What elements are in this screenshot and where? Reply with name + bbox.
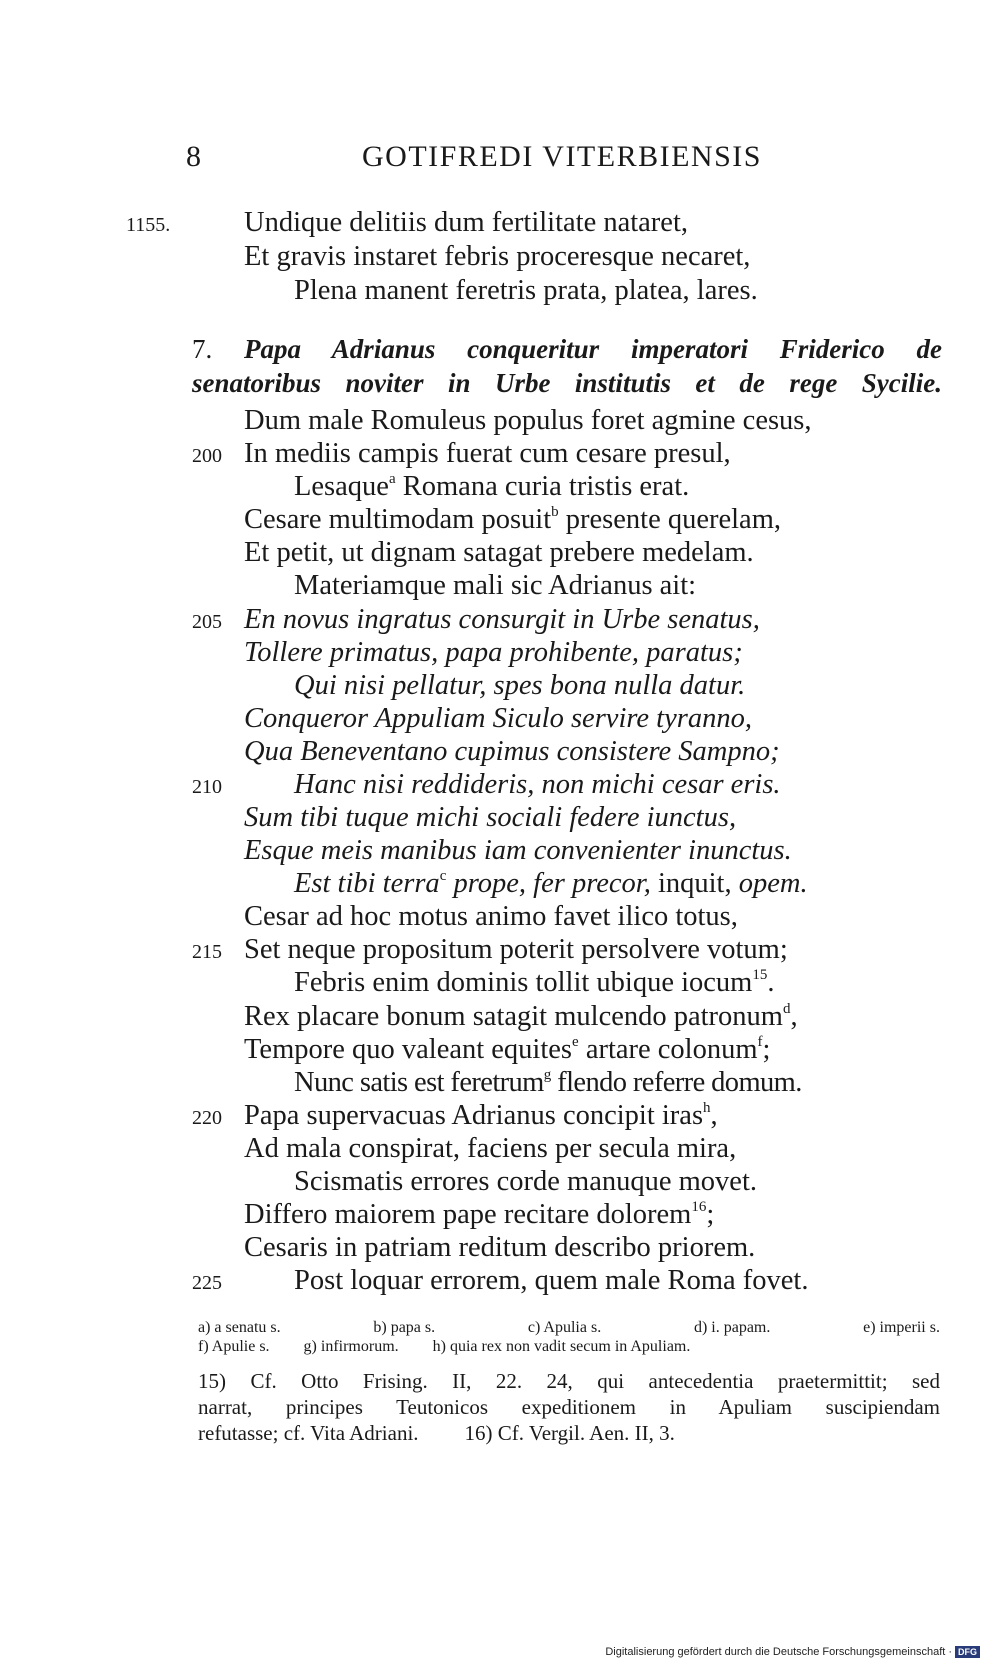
verse-text: Tempore quo valeant equites$^e$ artare colonum$^f$; (244, 1034, 771, 1065)
verse-line (0, 966, 1000, 1000)
verse-line (0, 503, 1000, 537)
verse-line (0, 470, 1000, 504)
verse-text: Differo maiorem pape recitare dolorem$^{16}$; (244, 1199, 715, 1230)
verse-line (0, 1033, 1000, 1067)
digitization-text: Digitalisierung gefördert durch die Deutsche Forschungsgemeinschaft (605, 1646, 946, 1658)
verse-text: Cesaris in patriam reditum describo priorem. (244, 1232, 756, 1263)
verse-text: Materiamque mali sic Adrianus ait: (294, 570, 697, 601)
verse-line (0, 437, 1000, 471)
verse-line (0, 569, 1000, 603)
verse-text: Papa supervacuas Adrianus concipit iras$^h$, (244, 1100, 718, 1131)
line-number: 225 (192, 1272, 222, 1294)
heading-line-2: senatoribus noviter in Urbe institutis et de rege Sycilie. (192, 368, 942, 398)
verse-text: Sum tibi tuque michi sociali federe iunctus, (244, 802, 737, 833)
verse-text: Nunc satis est feretrum$^g$ flendo referre domum. (294, 1067, 802, 1098)
verse-line (0, 735, 1000, 769)
verse-line (0, 404, 1000, 438)
footnote-row (198, 1337, 940, 1356)
footnote-row (198, 1318, 940, 1337)
footnote: d) i. papam. (693, 1319, 771, 1336)
footnote: f) Apulie s. (198, 1338, 270, 1355)
commentary-line: narrat, principes Teutonicos expeditionem in Apuliam suscipiendam (198, 1395, 940, 1419)
verse-line (0, 867, 1000, 901)
verse-text: Rex placare bonum satagit mulcendo patronum$^d$, (244, 1001, 798, 1032)
commentary-text: 16) Cf. Vergil. Aen. II, 3. (464, 1421, 675, 1445)
commentary-text: refutasse; cf. Vita Adriani. (198, 1421, 419, 1445)
footnote-ref: h (703, 1100, 711, 1116)
verse-line (0, 1000, 1000, 1034)
verse-line (0, 1231, 1000, 1265)
chapter-heading (192, 332, 942, 400)
commentary-line (198, 1420, 940, 1446)
verse-text: Undique delitiis dum fertilitate nataret, (244, 207, 688, 238)
footnote-ref: c (439, 868, 447, 884)
line-number: 205 (192, 611, 222, 633)
verse-text: Febris enim dominis tollit ubique iocum$^{15}$. (294, 967, 775, 998)
running-title: GOTIFREDI VITERBIENSIS (362, 140, 762, 173)
verse-text: Plena manent feretris prata, platea, lares. (294, 275, 758, 306)
verse-line (0, 1066, 1000, 1100)
verse-text: Conqueror Appuliam Siculo servire tyranno, (244, 703, 752, 734)
verse-line (0, 274, 1000, 308)
verse-line (0, 933, 1000, 967)
verse-line (0, 206, 1000, 240)
footnote-ref: a (388, 471, 396, 487)
dfg-logo: DFG (955, 1646, 980, 1658)
verse-text: Lesaque$^a$ Romana curia tristis erat. (294, 471, 690, 502)
verse-line (0, 768, 1000, 802)
footnote-ref: f (757, 1034, 763, 1050)
verse-text: Qui nisi pellatur, spes bona nulla datur. (294, 670, 746, 701)
verse-line (0, 1198, 1000, 1232)
footnote: h) quia rex non vadit secum in Apuliam. (432, 1338, 691, 1355)
line-number: 210 (192, 776, 222, 798)
verse-text: Cesar ad hoc motus animo favet ilico totus, (244, 901, 738, 932)
footnote: b) papa s. (373, 1319, 436, 1336)
verse-text: Scismatis errores corde manuque movet. (294, 1166, 757, 1197)
verse-line (0, 702, 1000, 736)
heading-line-1 (192, 332, 942, 366)
verse-line (0, 1132, 1000, 1166)
footnote-ref: e (572, 1034, 579, 1050)
line-number: 200 (192, 445, 222, 467)
chapter-number: 7. (192, 334, 213, 364)
verse-text: Hanc nisi reddideris, non michi cesar eris. (294, 769, 781, 800)
commentary-line: 15) Cf. Otto Frising. II, 22. 24, qui antecedentia praetermittit; sed (198, 1369, 940, 1393)
verse-text: Cesare multimodam posuit$^b$ presente querelam, (244, 504, 781, 535)
page-number: 8 (186, 140, 202, 173)
verse-text: En novus ingratus consurgit in Urbe senatus, (244, 604, 760, 635)
verse-line (0, 1264, 1000, 1298)
footnote: c) Apulia s. (527, 1319, 602, 1336)
digitization-credit: Digitalisierung gefördert durch die Deutsche Forschungsgemeinschaft · DFG (605, 1646, 980, 1658)
verse-text: Est tibi terra$^c$ prope, fer precor, inquit, opem. (294, 868, 808, 899)
verse-line (0, 603, 1000, 637)
verse-line (0, 536, 1000, 570)
verse-text: Et gravis instaret febris proceresque necaret, (244, 241, 751, 272)
verse-line (0, 834, 1000, 868)
verse-line (0, 801, 1000, 835)
verse-line (0, 1165, 1000, 1199)
verse-line (0, 669, 1000, 703)
verse-text: In mediis campis fuerat cum cesare presul, (244, 438, 731, 469)
verse-text: Set neque propositum poterit persolvere votum; (244, 934, 788, 965)
footnote-ref: 15 (752, 967, 768, 983)
footnote: g) infirmorum. (303, 1338, 399, 1355)
verse-text: Ad mala conspirat, faciens per secula mira, (244, 1133, 737, 1164)
verse-line (0, 900, 1000, 934)
footnote: a) a senatu s. (198, 1319, 281, 1336)
verse-text: Qua Beneventano cupimus consistere Sampno; (244, 736, 780, 767)
footnote-ref: d (782, 1001, 791, 1017)
footnote-ref: g (543, 1067, 551, 1083)
verse-text: Post loquar errorem, quem male Roma fovet. (294, 1265, 809, 1296)
verse-line (0, 240, 1000, 274)
footnote-ref: b (551, 504, 559, 520)
commentary-notes (198, 1368, 940, 1446)
verse-text: Et petit, ut dignam satagat prebere medelam. (244, 537, 754, 568)
footnote: e) imperii s. (863, 1319, 940, 1336)
footnote-ref: 16 (691, 1199, 707, 1215)
verse-line (0, 1099, 1000, 1133)
year-marker: 1155. (126, 214, 171, 236)
verse-line (0, 636, 1000, 670)
apparatus-footnotes (198, 1318, 940, 1356)
line-number: 215 (192, 941, 222, 963)
page-header (0, 140, 1000, 184)
heading-text-1: Papa Adrianus conqueritur imperatori Friderico de (244, 334, 942, 364)
verse-text: Dum male Romuleus populus foret agmine cesus, (244, 405, 812, 436)
line-number: 220 (192, 1107, 222, 1129)
verse-text: Tollere primatus, papa prohibente, paratus; (244, 637, 743, 668)
verse-text: Esque meis manibus iam convenienter inunctus. (244, 835, 792, 866)
